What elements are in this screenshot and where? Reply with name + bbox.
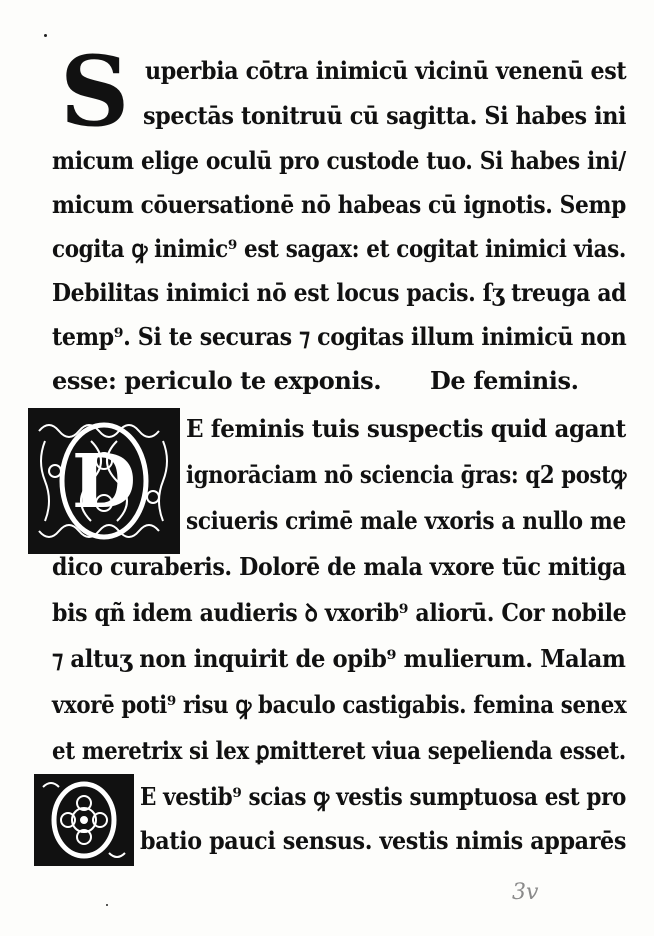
ornamental-initial-letter: D — [62, 790, 106, 849]
text-line-9: E feminis tuis suspectis quid agant — [186, 414, 626, 443]
text-line-3: micum elige oculū pro custode tuo. Si habes ini/ — [52, 146, 626, 175]
text-line-1: uperbia cōtra inimicū vicinū venenū est — [145, 56, 627, 85]
text-line-4: micum cōuersationē nō habeas cū ignotis. Semp — [52, 190, 626, 219]
text-line-8: esse: periculo te exponis. — [52, 366, 382, 395]
text-line-14: ⁊ altuʒ non inquirit de opib⁹ mulierum. Malam — [52, 644, 626, 673]
text-line-5: cogita ꝙ inimic⁹ est sagax: et cogitat inimici vias. — [52, 234, 626, 263]
text-line-13: bis qñ idem audieris ꝺ vxorib⁹ aliorū. Cor nobile — [52, 598, 627, 627]
section-heading-de-feminis: De feminis. — [430, 366, 579, 395]
ornamental-initial-letter: D — [71, 439, 137, 525]
text-line-6: Debilitas inimici nō est locus pacis. ſʒ treuga ad — [52, 278, 627, 307]
ink-speck — [44, 34, 47, 37]
floral-ornament-icon — [31, 411, 177, 551]
text-line-7: temp⁹. Si te securas ⁊ cogitas illum inimicū non — [52, 322, 627, 351]
text-line-18: batio pauci sensus. vestis nimis apparēs — [140, 826, 627, 855]
folio-number: 3v — [512, 880, 539, 905]
ornamental-initial-d-1 — [28, 408, 180, 554]
text-line-17: E vestib⁹ scias ꝙ vestis sumptuosa est pro — [140, 782, 627, 811]
rose-ornament-icon — [37, 777, 131, 863]
initial-capital-s: S — [60, 35, 130, 148]
text-line-15: vxorē poti⁹ risu ꝙ baculo castigabis. femina senex — [52, 690, 627, 719]
ornamental-initial-d-2 — [34, 774, 134, 866]
text-line-2: spectās tonitruū cū sagitta. Si habes ini — [143, 101, 627, 130]
text-line-12: dico curaberis. Dolorē de mala vxore tūc mitiga — [52, 552, 627, 581]
text-line-10: ignorāciam nō sciencia ḡras: q2 postꝙ — [186, 460, 627, 489]
text-line-11: sciueris crimē male vxoris a nullo me — [186, 506, 626, 535]
ink-speck — [106, 904, 108, 906]
text-line-16: et meretrix si lex ꝑmitteret viua sepelienda esset. — [52, 736, 626, 765]
